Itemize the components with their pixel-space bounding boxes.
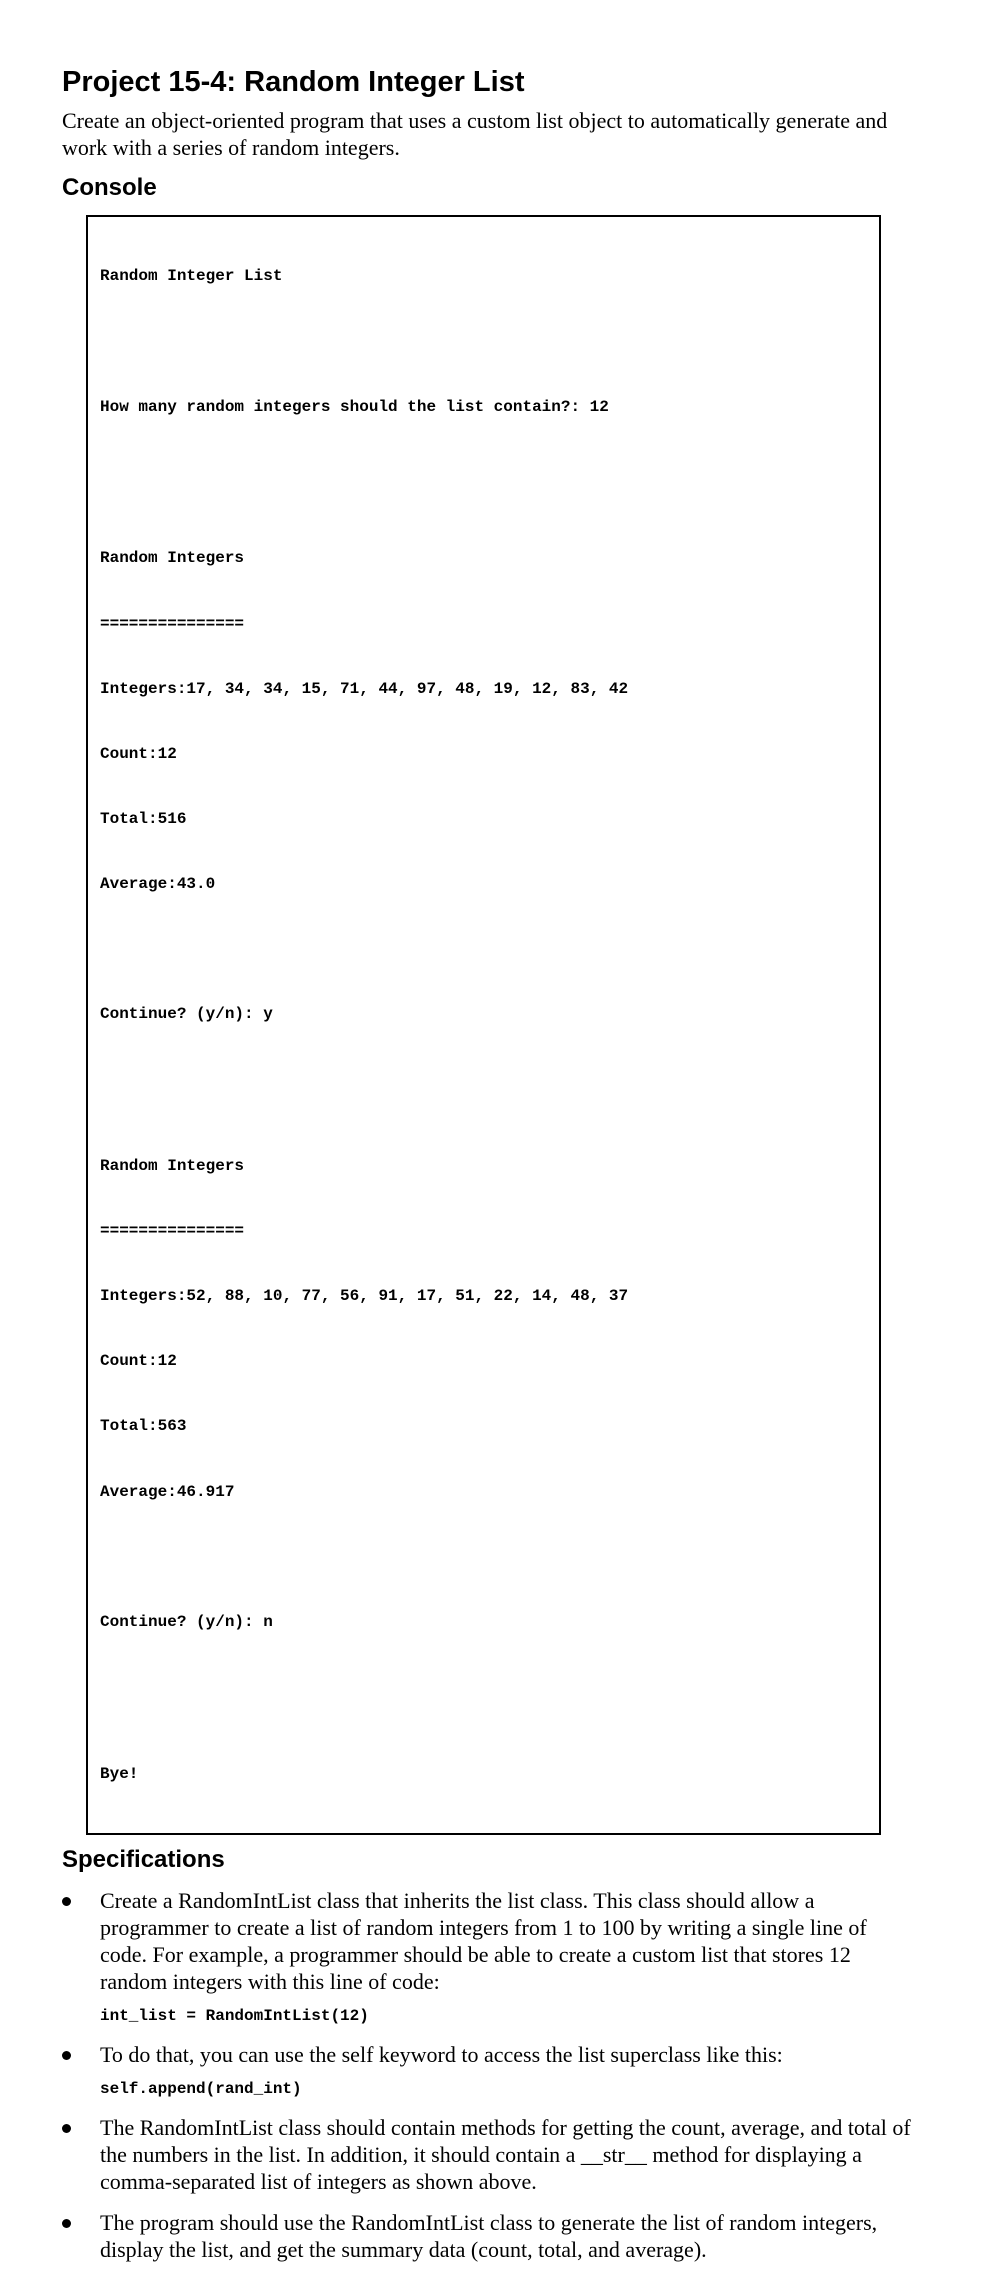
count-label: Count:: [100, 744, 158, 763]
integers-label: Integers:: [100, 1287, 187, 1306]
integers-label: Integers:: [100, 679, 187, 698]
console-run-divider: ===============: [100, 1222, 245, 1241]
console-run-divider: ===============: [100, 614, 245, 633]
integers-value: 17, 34, 34, 15, 71, 44, 97, 48, 19, 12, 83, 42: [186, 679, 629, 698]
count-value: 12: [157, 744, 177, 763]
page-title: Project 15-4: Random Integer List: [62, 66, 525, 98]
spec-text: Create a RandomIntList class that inherits the list class. This class should allow a programmer to create a list of random integers from 1 to 100 by writing a single line of code. For example, a programmer should be able to create a custom list that stores 12 random integers with this line of code:: [100, 1887, 867, 1994]
console-count-row: [100, 1351, 867, 1373]
console-continue-prompt: Continue? (y/n): y: [100, 1005, 273, 1024]
console-goodbye: Bye!: [100, 1764, 139, 1783]
average-value: 46.917: [176, 1482, 235, 1501]
intro-paragraph: Create an object-oriented program that uses a custom list object to automatically generate and work with a series of random integers.: [62, 108, 888, 160]
count-label: Count:: [100, 1352, 158, 1371]
specifications-heading: Specifications: [62, 1845, 225, 1873]
console-integers-row: [100, 679, 867, 701]
console-run-heading: Random Integers: [100, 549, 245, 568]
count-value: 12: [157, 1352, 177, 1371]
average-label: Average:: [100, 874, 177, 893]
spec-item: [62, 2209, 912, 2263]
specifications-list: [62, 1887, 912, 2263]
spec-item: [62, 2114, 912, 2195]
console-run-heading: Random Integers: [100, 1157, 245, 1176]
total-label: Total:: [100, 809, 158, 828]
console-heading: Console: [62, 174, 157, 201]
spec-text: The program should use the RandomIntList class to generate the list of random integers, display the list, and get the summary data (count, total, and average).: [100, 2209, 878, 2262]
document-page: [62, 60, 912, 2277]
console-box: [86, 215, 881, 1835]
console-total-row: [100, 809, 867, 831]
average-value: 43.0: [176, 874, 216, 893]
console-spacer: [100, 1547, 867, 1569]
console-average-row: [100, 874, 867, 896]
bullet-icon: [62, 1897, 71, 1906]
bullet-icon: [62, 2051, 71, 2060]
total-value: 563: [157, 1417, 187, 1436]
console-app-title: Random Integer List: [100, 267, 283, 286]
console-total-row: [100, 1416, 867, 1438]
spec-item: [62, 1887, 912, 2027]
console-count-row: [100, 744, 867, 766]
total-value: 516: [157, 809, 187, 828]
average-label: Average:: [100, 1482, 177, 1501]
total-label: Total:: [100, 1417, 158, 1436]
console-integers-row: [100, 1286, 867, 1308]
spec-text: The RandomIntList class should contain methods for getting the count, average, and total of the numbers in the list. In addition, it should contain a __str__ method for displaying a comma-separated list of integers as shown above.: [100, 2114, 911, 2194]
integers-value: 52, 88, 10, 77, 56, 91, 17, 51, 22, 14, 48, 37: [186, 1287, 629, 1306]
console-continue-prompt: Continue? (y/n): n: [100, 1612, 273, 1631]
console-spacer: [100, 1677, 867, 1699]
console-prompt-count: How many random integers should the list contain?: 12: [100, 397, 609, 416]
console-spacer: [100, 462, 867, 484]
console-average-row: [100, 1482, 867, 1504]
bullet-icon: [62, 2219, 71, 2228]
console-spacer: [100, 939, 867, 961]
bullet-icon: [62, 2124, 71, 2133]
spec-code: self.append(rand_int): [100, 2079, 302, 2098]
console-spacer: [100, 332, 867, 354]
console-spacer: [100, 1069, 867, 1091]
spec-text: To do that, you can use the self keyword to access the list superclass like this:: [100, 2041, 783, 2067]
spec-code: int_list = RandomIntList(12): [100, 2006, 369, 2025]
spec-item: [62, 2041, 912, 2100]
